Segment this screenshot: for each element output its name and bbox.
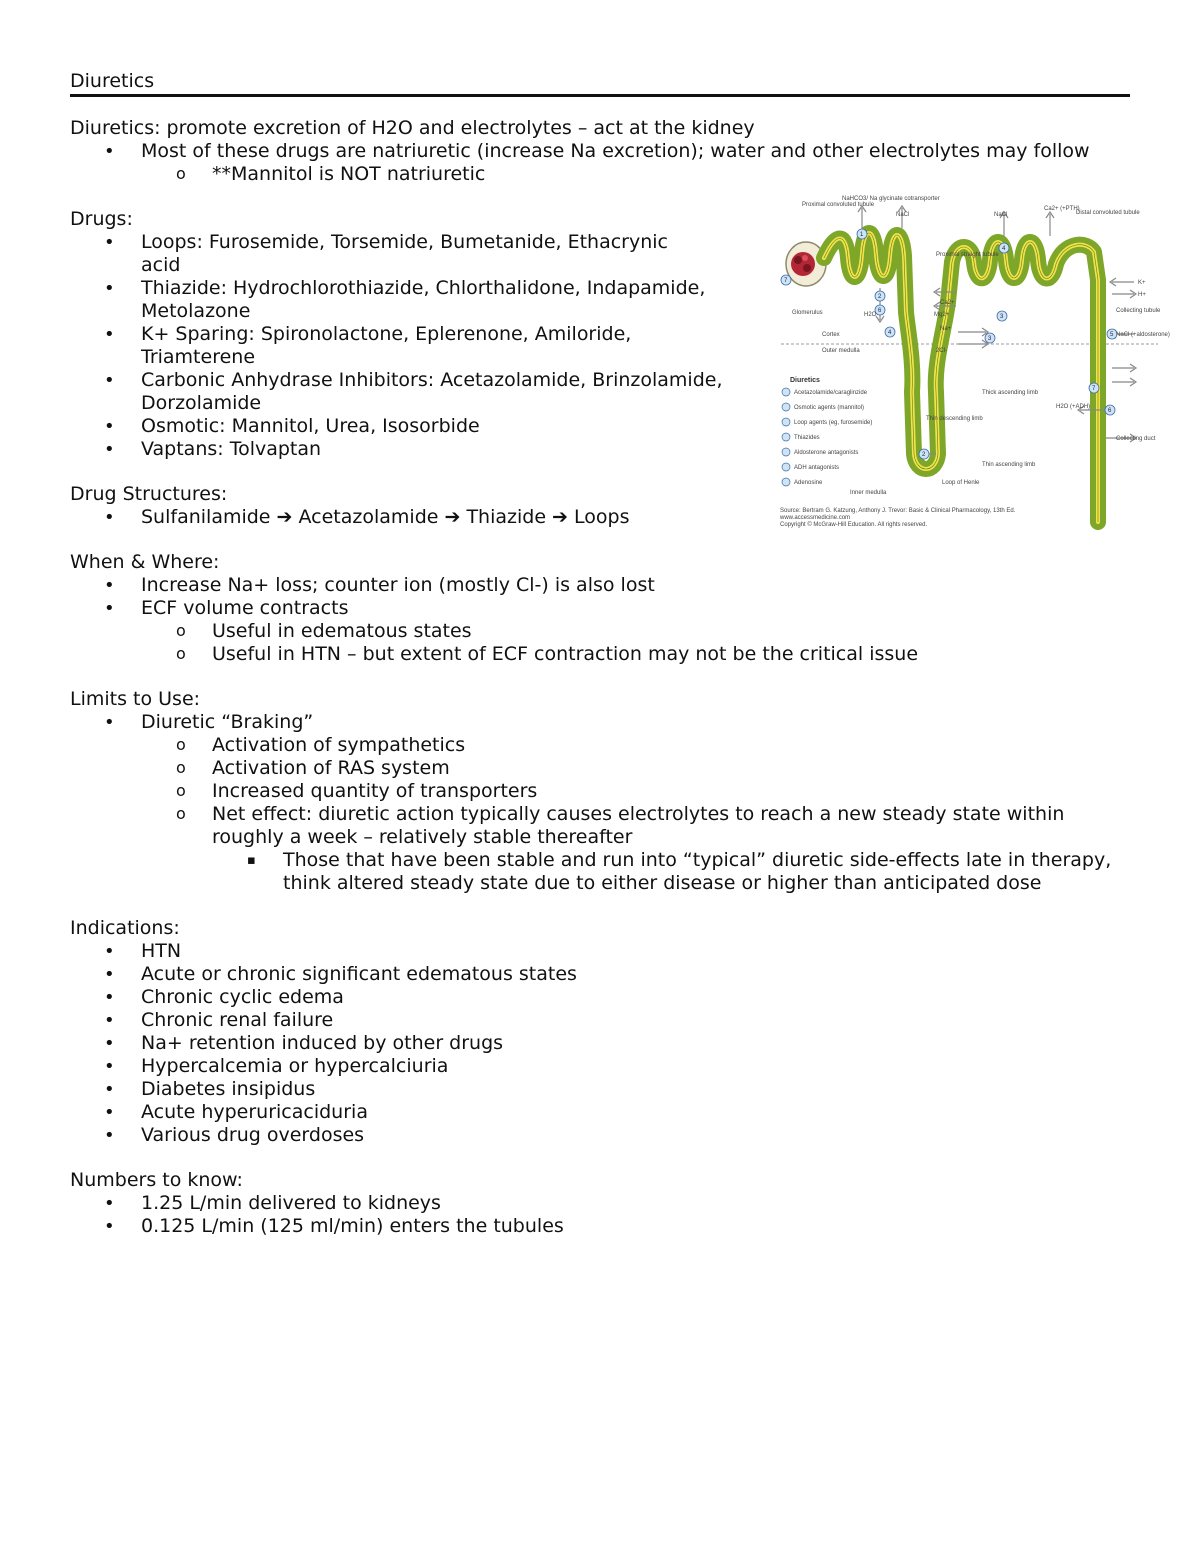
list-item: o Net effect: diuretic action typically causes electrolytes to reach a new steady state within roughly a week – relatively stable thereafter	[176, 803, 1065, 848]
limits-heading: Limits to Use:	[70, 688, 201, 710]
indications-list	[70, 940, 1130, 1147]
svg-text:2: 2	[922, 452, 926, 458]
svg-text:Osmotic agents (mannitol): Osmotic agents (mannitol)	[794, 405, 865, 411]
list-item: • Acute or chronic significant edematous states	[104, 963, 577, 985]
label-h2o: H2O	[864, 312, 877, 318]
svg-text:Loop agents (eg, furosemide): Loop agents (eg, furosemide)	[794, 420, 873, 426]
bullet-marker: •	[104, 1102, 115, 1123]
list-item: • Osmotic: Mannitol, Urea, Isosorbide	[104, 415, 480, 437]
nephron-diagram	[776, 192, 1170, 532]
label-pst: Proximal straight tubule	[936, 252, 999, 258]
bullet-marker: •	[104, 1216, 115, 1237]
list-item: • Diuretic “Braking”	[104, 711, 314, 733]
svg-text:5: 5	[1110, 332, 1114, 338]
list-item: o Increased quantity of transporters	[176, 780, 538, 802]
limits-list	[70, 711, 1130, 895]
section-indications	[70, 917, 1130, 1147]
label-collecting-tubule: Collecting tubule	[1116, 308, 1161, 314]
subsub-marker: ▪	[247, 853, 256, 868]
svg-text:7: 7	[784, 278, 788, 284]
diagram-copyright: Copyright © McGraw-Hill Education. All rights reserved.	[780, 522, 928, 528]
label-mg: Mg2+	[934, 312, 950, 318]
bullet-marker: •	[104, 141, 115, 162]
sub-marker: o	[176, 781, 186, 800]
drugs-list	[70, 231, 723, 461]
list-item: • K+ Sparing: Spironolactone, Eplerenone, Amiloride, Triamterene	[104, 323, 632, 368]
bullet-marker: •	[104, 941, 115, 962]
sub-marker: o	[176, 644, 186, 663]
diagram-source: Source: Bertram G. Katzung, Anthony J. Trevor: Basic & Clinical Pharmacology, 13th Ed.	[780, 508, 1016, 514]
list-item: • Acute hyperuricaciduria	[104, 1101, 368, 1123]
sub-marker: o	[176, 758, 186, 777]
list-item: • Various drug overdoses	[104, 1124, 365, 1146]
list-item: o Activation of sympathetics	[176, 734, 466, 756]
bullet-marker: •	[104, 416, 115, 437]
intro-heading: Diuretics: promote excretion of H2O and electrolytes – act at the kidney	[70, 117, 755, 139]
label-thin-desc: Thin descending limb	[926, 416, 983, 422]
label-h: H+	[1138, 292, 1146, 298]
svg-text:Thiazides: Thiazides	[794, 435, 820, 441]
label-2cl: 2Cl-	[936, 348, 948, 354]
list-item: ▪ Those that have been stable and run into “typical” diuretic side-effects late in therapy, think altered steady state due to either disease or higher than anticipated dose	[247, 849, 1112, 894]
sub-marker: o	[176, 164, 186, 183]
list-item: • Increase Na+ loss; counter ion (mostly Cl-) is also lost	[104, 574, 655, 596]
svg-text:3: 3	[988, 336, 992, 342]
bullet-marker: •	[104, 1193, 115, 1214]
svg-text:6: 6	[1108, 408, 1112, 414]
numbers-list	[70, 1192, 1130, 1238]
bullet-marker: •	[104, 575, 115, 596]
svg-text:ADH antagonists: ADH antagonists	[794, 465, 840, 471]
list-item: • Thiazide: Hydrochlorothiazide, Chlorthalidone, Indapamide, Metolazone	[104, 277, 706, 322]
label-inner-medulla: Inner medulla	[850, 490, 887, 496]
section-limits	[70, 688, 1130, 895]
bullet-marker: •	[104, 598, 115, 619]
label-ca2: Ca2+	[940, 300, 955, 306]
section-intro	[70, 117, 1130, 186]
svg-text:7: 7	[1092, 386, 1096, 392]
list-item: • Carbonic Anhydrase Inhibitors: Acetazolamide, Brinzolamide, Dorzolamide	[104, 369, 723, 414]
svg-text:Aldosterone antagonists: Aldosterone antagonists	[794, 450, 859, 456]
bullet-marker: •	[104, 1010, 115, 1031]
list-item: • 1.25 L/min delivered to kidneys	[104, 1192, 441, 1214]
list-item: • Most of these drugs are natriuretic (increase Na excretion); water and other electrolytes may follow	[104, 140, 1090, 162]
bullet-marker: •	[104, 324, 115, 345]
list-item: • Chronic cyclic edema	[104, 986, 344, 1008]
list-item: • Loops: Furosemide, Torsemide, Bumetanide, Ethacrynic acid	[104, 231, 668, 276]
section-drugs	[70, 208, 723, 461]
intro-list	[70, 140, 1130, 186]
label-h2o-adh: H2O (+ADH)	[1056, 404, 1091, 410]
bullet-marker: •	[104, 439, 115, 460]
label-glomerulus: Glomerulus	[792, 310, 823, 316]
label-na: Na+	[940, 326, 952, 332]
sub-marker: o	[176, 621, 186, 640]
bullet-marker: •	[104, 1125, 115, 1146]
list-item: • Sulfanilamide ➔ Acetazolamide ➔ Thiazide ➔ Loops	[104, 506, 630, 528]
svg-text:6: 6	[878, 308, 882, 314]
label-outer-medulla: Outer medulla	[822, 348, 860, 354]
label-dct: Distal convoluted tubule	[1076, 210, 1140, 216]
list-item: o **Mannitol is NOT natriuretic	[176, 163, 486, 185]
label-nacl-right: NaCl	[994, 212, 1008, 218]
diagram-source-url: www.accessmedicine.com	[780, 515, 851, 521]
list-item: o Useful in HTN – but extent of ECF contraction may not be the critical issue	[176, 643, 919, 665]
label-nacl-aldo: NaCl (+aldosterone)	[1116, 332, 1170, 338]
bullet-marker: •	[104, 370, 115, 391]
label-k: K+	[1138, 280, 1146, 286]
bullet-marker: •	[104, 507, 115, 528]
bullet-marker: •	[104, 1079, 115, 1100]
sub-marker: o	[176, 735, 186, 754]
label-thick-asc: Thick ascending limb	[982, 390, 1039, 396]
when-heading: When & Where:	[70, 551, 220, 573]
bullet-marker: •	[104, 278, 115, 299]
bullet-marker: •	[104, 232, 115, 253]
list-item: • Hypercalcemia or hypercalciuria	[104, 1055, 449, 1077]
svg-text:1: 1	[860, 232, 864, 238]
label-nahco3: NaHCO3/ Na glycinate cotransporter	[842, 196, 940, 202]
svg-text:Adenosine: Adenosine	[794, 480, 823, 486]
title-rule	[70, 94, 1130, 97]
label-thin-asc: Thin ascending limb	[982, 462, 1036, 468]
bullet-marker: •	[104, 964, 115, 985]
label-pct: Proximal convoluted tubule	[802, 202, 875, 208]
svg-text:4: 4	[1002, 246, 1006, 252]
drugs-heading: Drugs:	[70, 208, 133, 230]
structures-heading: Drug Structures:	[70, 483, 228, 505]
label-collecting-duct: Collecting duct	[1116, 436, 1156, 442]
legend-title: Diuretics	[790, 377, 820, 384]
sub-marker: o	[176, 804, 186, 823]
list-item: o Useful in edematous states	[176, 620, 472, 642]
list-item: • Chronic renal failure	[104, 1009, 334, 1031]
svg-text:Acetazolamide/caraglinzide: Acetazolamide/caraglinzide	[794, 390, 868, 396]
label-loop: Loop of Henle	[942, 480, 980, 486]
list-item: • Diabetes insipidus	[104, 1078, 316, 1100]
list-item: o Activation of RAS system	[176, 757, 450, 779]
svg-text:3: 3	[1000, 314, 1004, 320]
when-list	[70, 574, 1130, 666]
list-item: • ECF volume contracts	[104, 597, 349, 619]
svg-text:2: 2	[878, 294, 882, 300]
bullet-marker: •	[104, 712, 115, 733]
document-title: Diuretics	[70, 70, 155, 92]
indications-heading: Indications:	[70, 917, 180, 939]
list-item: • 0.125 L/min (125 ml/min) enters the tubules	[104, 1215, 564, 1237]
svg-text:4: 4	[888, 330, 892, 336]
section-numbers	[70, 1169, 1130, 1238]
list-item: • Na+ retention induced by other drugs	[104, 1032, 504, 1054]
label-ca: Ca2+ (+PTH)	[1044, 206, 1080, 212]
bullet-marker: •	[104, 1056, 115, 1077]
list-item: • Vaptans: Tolvaptan	[104, 438, 322, 460]
bullet-marker: •	[104, 1033, 115, 1054]
label-cortex: Cortex	[822, 332, 840, 338]
bullet-marker: •	[104, 987, 115, 1008]
numbers-heading: Numbers to know:	[70, 1169, 243, 1191]
section-when-where	[70, 551, 1130, 666]
list-item: • HTN	[104, 940, 182, 962]
label-nacl-top: NaCl	[896, 212, 910, 218]
